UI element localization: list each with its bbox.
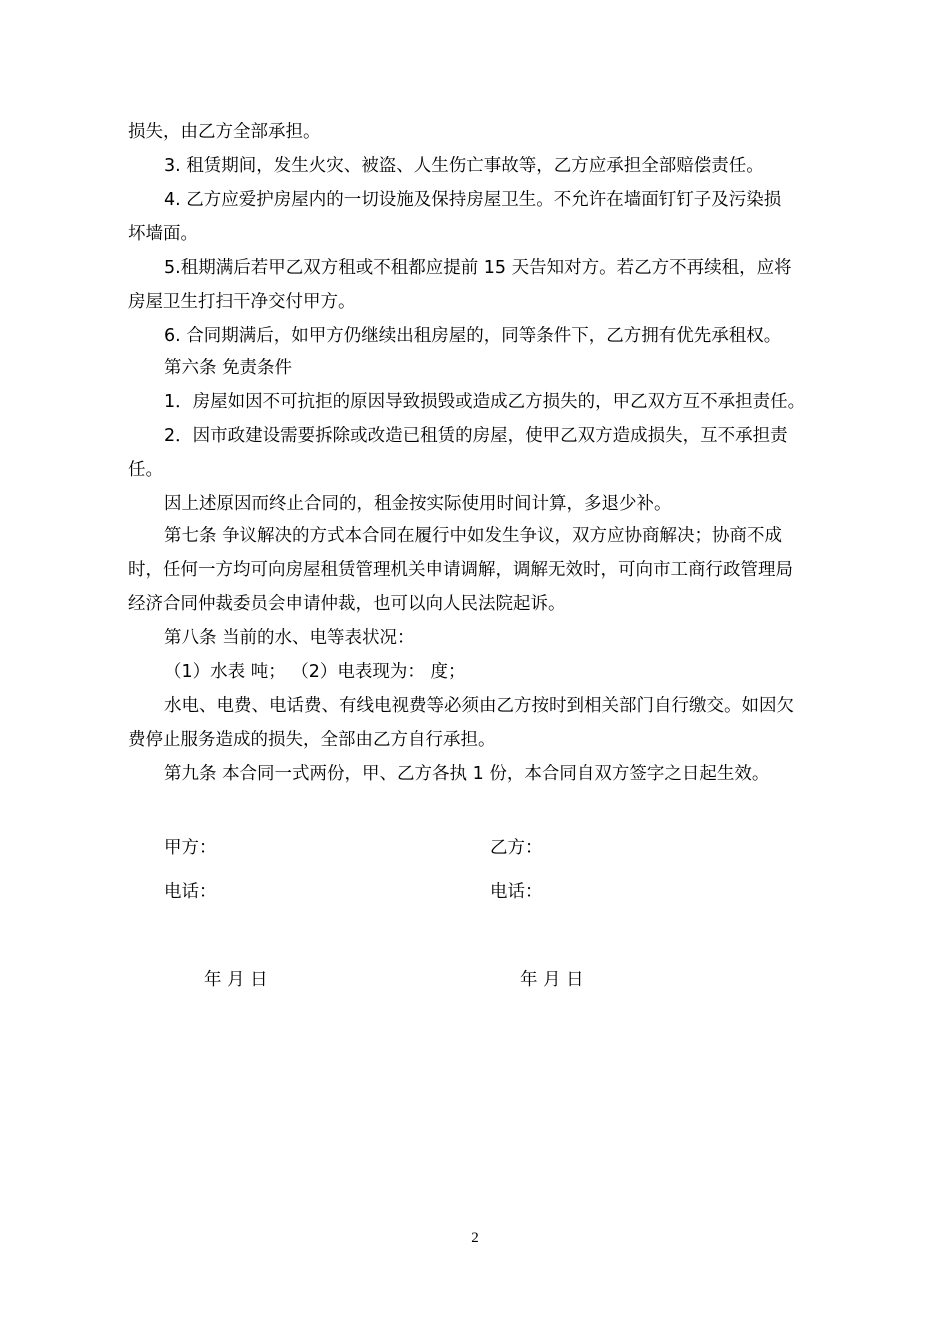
text-line: 房屋卫生打扫干净交付甲方。 <box>128 292 356 312</box>
section-heading: 第六条 免责条件 <box>164 358 293 378</box>
meter-readings: （1）水表 吨； （2）电表现为： 度； <box>164 662 466 682</box>
text-line: 费停止服务造成的损失，全部由乙方自行承担。 <box>128 730 496 750</box>
date-b: 年 月 日 <box>520 970 584 990</box>
text-line: 坏墙面。 <box>128 224 198 244</box>
party-a-label: 甲方： <box>164 838 217 858</box>
text-line: 1．房屋如因不可抗拒的原因导致损毁或造成乙方损失的，甲乙双方互不承担责任。 <box>164 392 806 412</box>
party-b-label: 乙方： <box>490 838 543 858</box>
text-line: 任。 <box>128 460 163 480</box>
section-heading: 第八条 当前的水、电等表状况： <box>164 628 415 648</box>
text-line: 水电、电费、电话费、有线电视费等必须由乙方按时到相关部门自行缴交。如因欠 <box>164 696 794 716</box>
date-a: 年 月 日 <box>204 970 268 990</box>
text-line: 因上述原因而终止合同的，租金按实际使用时间计算，多退少补。 <box>164 494 672 514</box>
text-line: 3. 租赁期间，发生火灾、被盗、人生伤亡事故等，乙方应承担全部赔偿责任。 <box>164 156 764 176</box>
text-line: 经济合同仲裁委员会申请仲裁，也可以向人民法院起诉。 <box>128 594 566 614</box>
phone-b-label: 电话： <box>490 882 543 902</box>
text-line: 5.租期满后若甲乙双方租或不租都应提前 15 天告知对方。若乙方不再续租，应将 <box>164 258 792 278</box>
text-line: 损失，由乙方全部承担。 <box>128 122 321 142</box>
text-line: 6. 合同期满后，如甲方仍继续出租房屋的，同等条件下，乙方拥有优先承租权。 <box>164 326 782 346</box>
text-line: 2．因市政建设需要拆除或改造已租赁的房屋，使甲乙双方造成损失，互不承担责 <box>164 426 788 446</box>
text-line: 4. 乙方应爱护房屋内的一切设施及保持房屋卫生。不允许在墙面钉钉子及污染损 <box>164 190 782 210</box>
section-heading: 第九条 本合同一式两份，甲、乙方各执 1 份，本合同自双方签字之日起生效。 <box>164 764 770 784</box>
phone-a-label: 电话： <box>164 882 217 902</box>
section-heading: 第七条 争议解决的方式本合同在履行中如发生争议，双方应协商解决；协商不成 <box>164 526 783 546</box>
text-line: 时，任何一方均可向房屋租赁管理机关申请调解，调解无效时，可向市工商行政管理局 <box>128 560 793 580</box>
page-number: 2 <box>471 1230 479 1246</box>
